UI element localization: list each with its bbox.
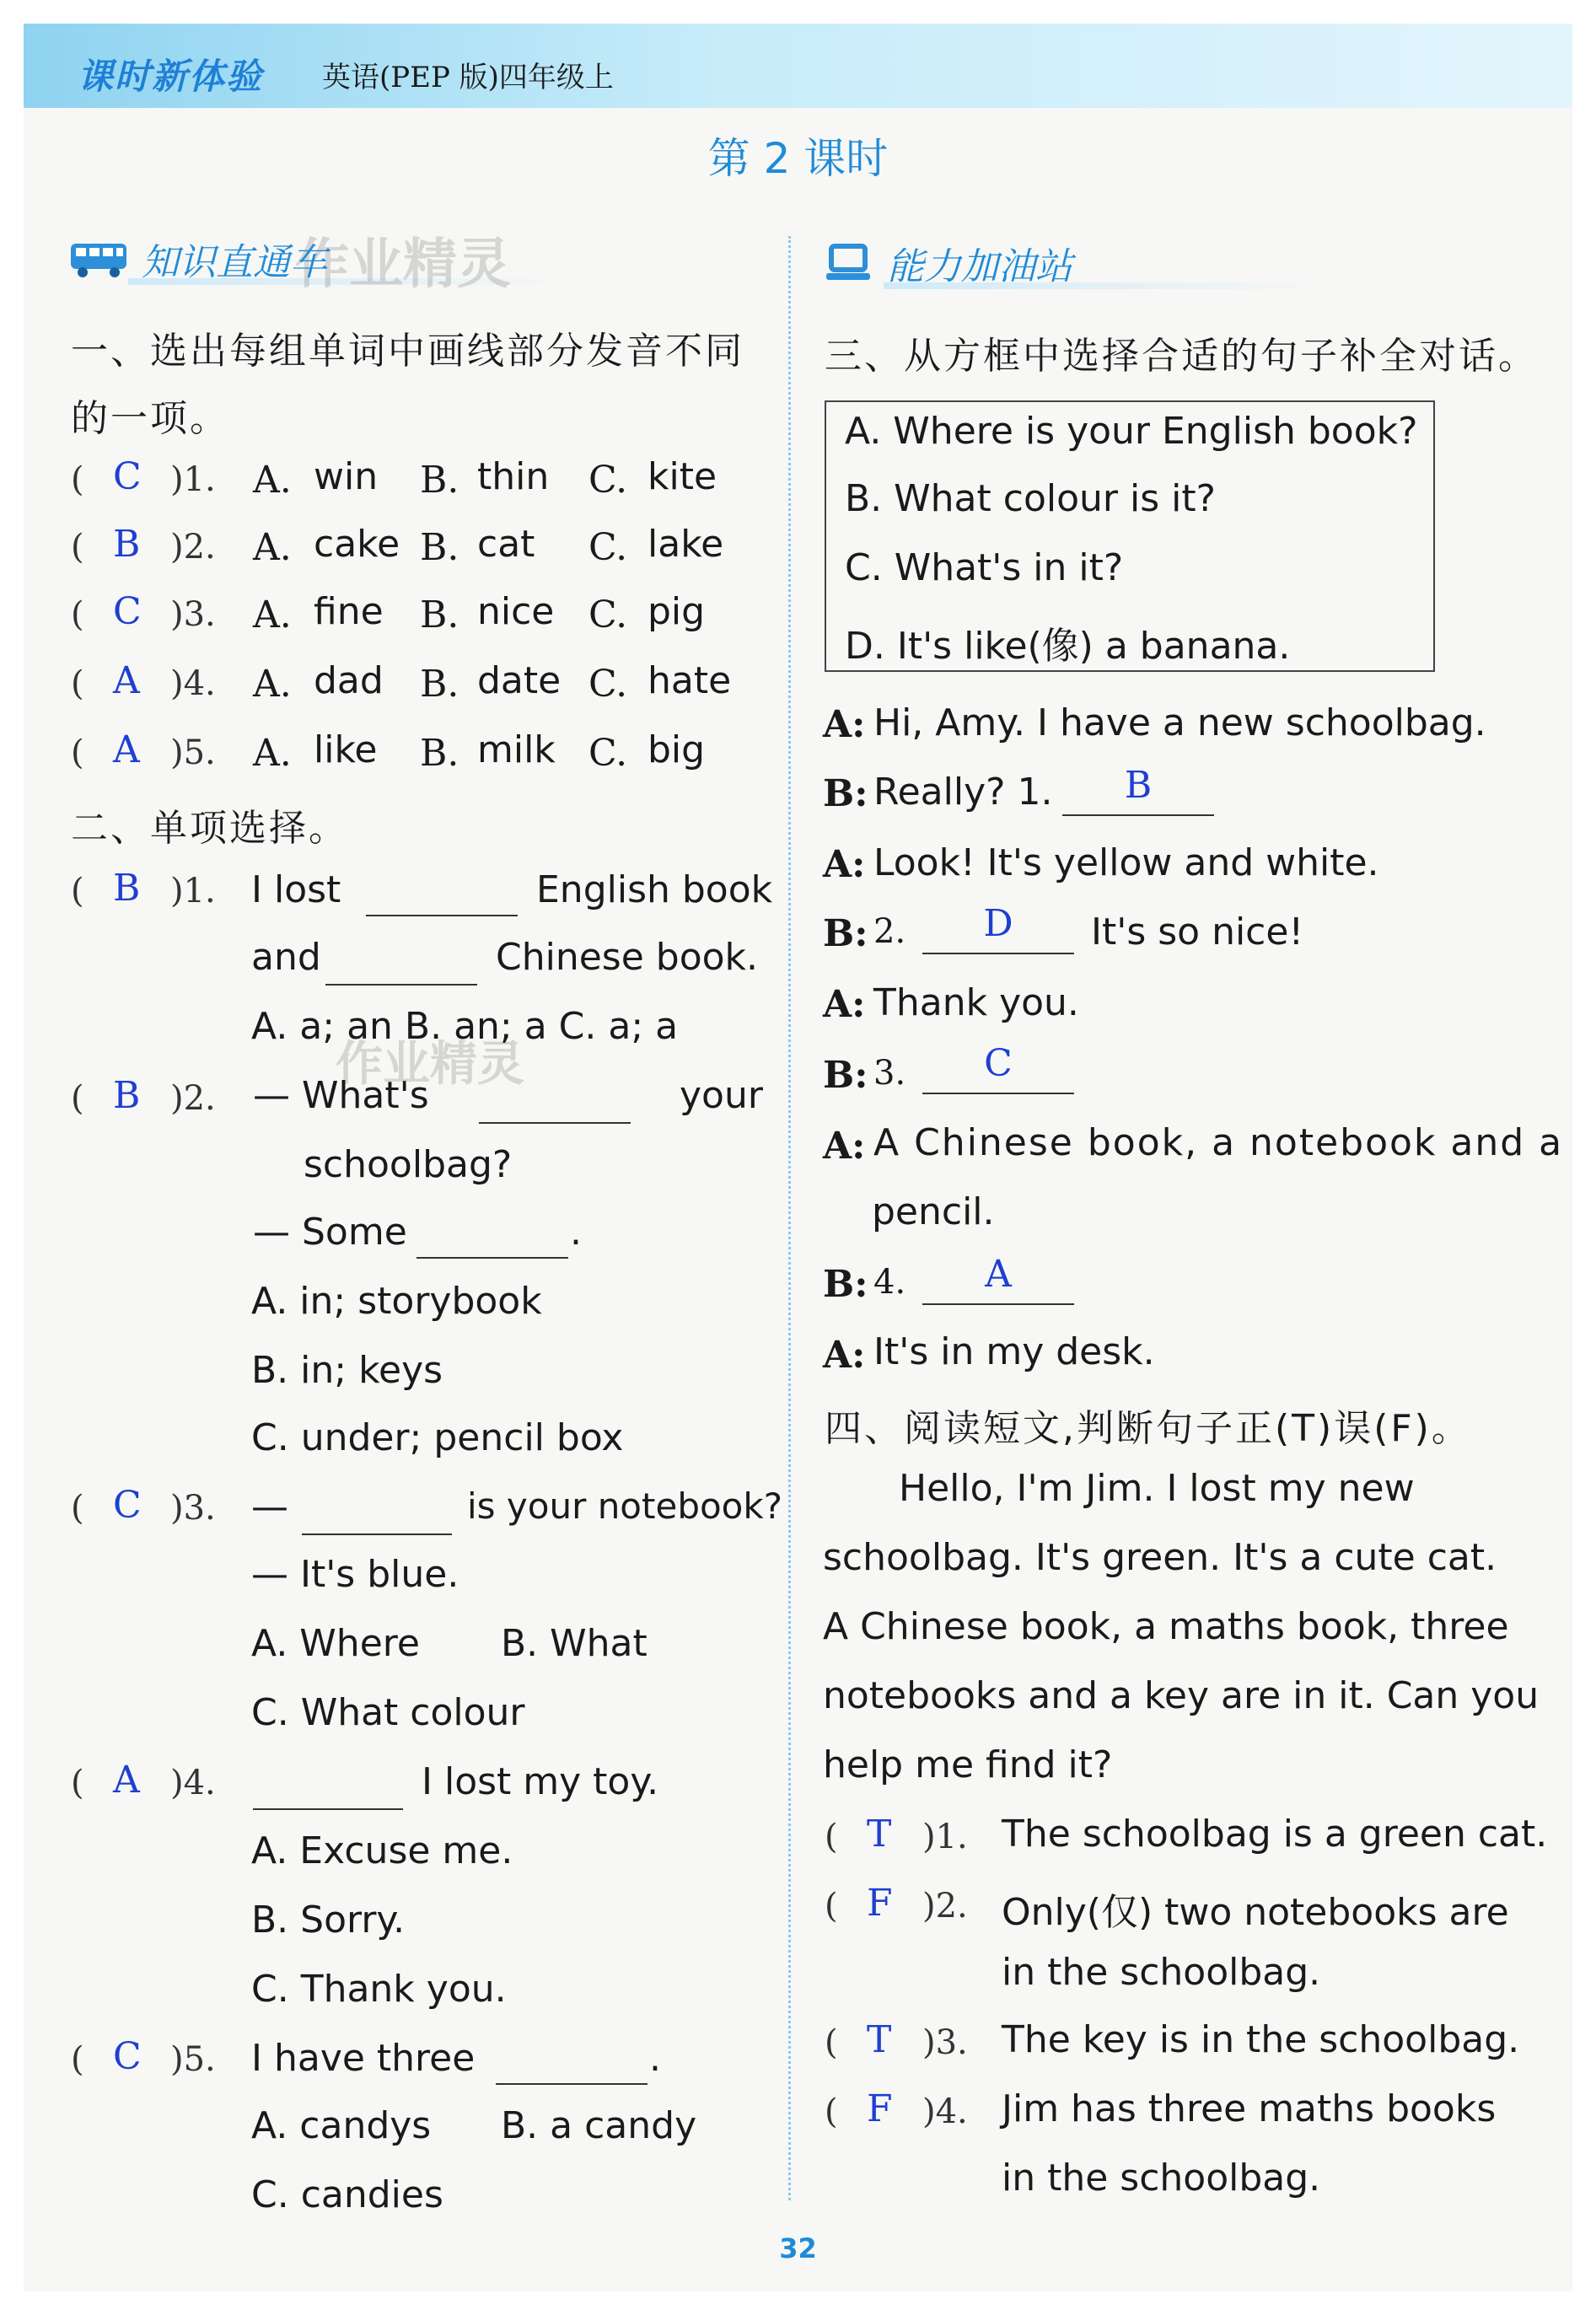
option-b: milk — [477, 728, 556, 771]
option-c: lake — [648, 523, 724, 566]
dialog-line: It's in my desk. — [873, 1330, 1155, 1373]
paren-open: ( — [71, 1764, 84, 1802]
speaker-label: B: — [823, 1054, 868, 1097]
watermark-top: 作业精灵 — [295, 234, 511, 296]
statement-text: The schoolbag is a green cat. — [1002, 1813, 1548, 1856]
speaker-label: B: — [823, 912, 868, 955]
option-c: hate — [648, 659, 732, 702]
paren-open: ( — [825, 2023, 838, 2062]
statement-text: Jim has three maths books — [1002, 2087, 1497, 2130]
right-section-header — [825, 234, 1072, 293]
answer-mark: C — [113, 2035, 142, 2078]
answer-mark: C — [984, 1042, 1013, 1085]
dialog-line: pencil. — [872, 1190, 995, 1233]
answer-mark: A — [113, 728, 140, 771]
option-letter: C. — [588, 663, 628, 706]
question-text: — It's blue. — [251, 1553, 459, 1596]
dialog-line: Hi, Amy. I have a new schoolbag. — [873, 701, 1486, 744]
speaker-label: A: — [823, 1125, 866, 1168]
dialog-line: A Chinese book, a notebook and a — [873, 1121, 1564, 1164]
question-text: English book — [536, 868, 773, 911]
question-text: and — [251, 936, 321, 979]
answer-mark: A — [113, 659, 140, 702]
paren-open: ( — [71, 528, 84, 567]
option-letter: A. — [253, 459, 292, 502]
box-option-d: D. It's like(像) a banana. — [845, 625, 1291, 668]
part4-instruction: 四、阅读短文,判断句子正(T)误(F)。 — [825, 1407, 1471, 1450]
lesson-title: 第 2 课时 — [707, 134, 889, 183]
passage-line: help me find it? — [823, 1743, 1113, 1786]
passage-line: schoolbag. It's green. It's a cute cat. — [823, 1536, 1497, 1579]
answer-mark: B — [113, 867, 141, 910]
dialog-line: Look! It's yellow and white. — [873, 841, 1379, 884]
part2-instruction: 二、单项选择。 — [71, 807, 348, 850]
option-b: date — [477, 659, 562, 702]
question-text: is your notebook? — [467, 1485, 782, 1527]
page-number: 32 — [779, 2232, 817, 2264]
paren-open: ( — [71, 1489, 84, 1528]
option-letter: A. — [253, 663, 292, 706]
passage-line: notebooks and a key are in it. Can you — [823, 1674, 1540, 1717]
answer-mark: B — [113, 523, 141, 566]
option-letter: A. — [253, 732, 292, 775]
answer-blank — [302, 1533, 452, 1535]
dialog-number: 2. — [873, 912, 906, 951]
answer-blank — [366, 914, 518, 916]
answer-blank — [416, 1256, 568, 1259]
question-text: — Some — [253, 1211, 407, 1254]
paren-open: ( — [825, 1818, 838, 1856]
paren-open: ( — [71, 1079, 84, 1118]
passage-line: Hello, I'm Jim. I lost my new — [899, 1467, 1415, 1510]
answer-mark: T — [867, 2018, 892, 2061]
option-letter: B. — [420, 526, 459, 569]
part3-instruction: 三、从方框中选择合适的句子补全对话。 — [825, 335, 1538, 378]
option-letter: C. — [588, 459, 628, 502]
question-text: I lost — [251, 868, 341, 911]
paren-open: ( — [825, 2092, 838, 2131]
paren-open: ( — [71, 872, 84, 910]
option-b: B. a candy — [501, 2104, 697, 2147]
option-letter: B. — [420, 594, 459, 636]
option-b: nice — [477, 590, 555, 633]
item-number: )5. — [170, 2040, 216, 2079]
passage-line: A Chinese book, a maths book, three — [823, 1605, 1509, 1648]
option-letter: A. — [253, 526, 292, 569]
left-section-title: 知识直通车 — [142, 241, 327, 284]
statement-text: in the schoolbag. — [1002, 2157, 1321, 2200]
question-text: I have three — [251, 2037, 476, 2080]
option-a: A. in; storybook — [251, 1280, 542, 1323]
paren-open: ( — [71, 460, 84, 499]
paren-open: ( — [825, 1887, 838, 1926]
box-option-a: A. Where is your English book? — [845, 410, 1418, 453]
option-b: B. in; keys — [251, 1349, 443, 1392]
answer-mark: B — [113, 1074, 141, 1117]
option-a: A. Excuse me. — [251, 1829, 513, 1872]
answer-mark: C — [113, 590, 142, 633]
answer-mark: B — [1124, 764, 1153, 807]
option-letter: B. — [420, 663, 459, 706]
laptop-icon — [825, 243, 875, 283]
option-letter: C. — [588, 732, 628, 775]
dialog-number: 4. — [873, 1263, 906, 1302]
option-letter: A. — [253, 594, 292, 636]
statement-text: Only(仅) two notebooks are — [1002, 1891, 1509, 1934]
answer-line — [1062, 764, 1214, 816]
option-c: big — [648, 728, 706, 771]
dialog-line: It's so nice! — [1091, 910, 1304, 953]
option-a: cake — [314, 523, 400, 566]
answer-mark: F — [867, 1882, 893, 1925]
answer-line — [922, 1253, 1074, 1305]
period: . — [649, 2037, 661, 2080]
answer-line — [922, 902, 1074, 954]
option-letter: B. — [420, 459, 459, 502]
option-letter: C. — [588, 594, 628, 636]
period: . — [570, 1211, 582, 1254]
question-text: — What's — [253, 1074, 429, 1117]
item-number: )3. — [170, 1489, 216, 1528]
question-text: your — [680, 1074, 763, 1117]
item-number: )4. — [170, 1764, 216, 1802]
speaker-label: A: — [823, 703, 866, 746]
dialog-line: Thank you. — [873, 981, 1079, 1024]
subject-label: 英语(PEP 版)四年级上 — [322, 61, 614, 94]
question-text: — — [251, 1485, 288, 1528]
options-line: A. a; an B. an; a C. a; a — [251, 1005, 679, 1048]
dialog-line: Really? 1. — [873, 771, 1053, 814]
item-number: )2. — [170, 528, 216, 567]
answer-blank — [479, 1121, 631, 1124]
option-c: C. Thank you. — [251, 1968, 507, 2011]
option-b: cat — [477, 523, 535, 566]
option-a: A. candys — [251, 2104, 432, 2147]
right-section-title: 能力加油站 — [887, 245, 1072, 288]
option-a: like — [314, 728, 378, 771]
dialog-number: 3. — [873, 1054, 906, 1093]
speaker-label: A: — [823, 843, 866, 886]
statement-text: The key is in the schoolbag. — [1002, 2018, 1520, 2061]
option-b: B. Sorry. — [251, 1899, 406, 1942]
part1-instruction-line2: 的一项。 — [71, 397, 229, 440]
answer-mark: F — [867, 2087, 893, 2130]
bus-icon — [69, 239, 130, 279]
paren-open: ( — [71, 595, 84, 634]
item-number: )5. — [170, 733, 216, 772]
option-a: dad — [314, 659, 384, 702]
option-a: win — [314, 455, 379, 498]
answer-mark: A — [985, 1253, 1012, 1296]
option-c: kite — [648, 455, 717, 498]
question-text: schoolbag? — [304, 1143, 513, 1186]
answer-blank — [496, 2082, 648, 2085]
answer-mark: A — [113, 1759, 140, 1802]
brand-title: 课时新体验 — [78, 56, 264, 97]
item-number: )3. — [170, 595, 216, 634]
option-a: A. Where — [251, 1622, 420, 1665]
paren-open: ( — [71, 733, 84, 772]
option-b: B. What — [501, 1622, 648, 1665]
option-a: fine — [314, 590, 384, 633]
answer-mark: D — [983, 902, 1013, 945]
part1-instruction-line1: 一、选出每组单词中画线部分发音不同 — [71, 330, 744, 373]
speaker-label: B: — [823, 772, 868, 815]
item-number: )1. — [170, 872, 216, 910]
box-option-b: B. What colour is it? — [845, 477, 1216, 520]
option-c: C. What colour — [251, 1691, 525, 1734]
box-option-c: C. What's in it? — [845, 546, 1124, 589]
answer-mark: T — [867, 1813, 892, 1856]
paren-open: ( — [71, 2040, 84, 2079]
question-text: I lost my toy. — [422, 1760, 659, 1803]
answer-mark: C — [113, 1484, 142, 1527]
item-number: )4. — [922, 2092, 968, 2131]
answer-blank — [325, 983, 477, 986]
option-c: pig — [648, 590, 706, 633]
answer-blank — [253, 1807, 403, 1810]
item-number: )1. — [170, 460, 216, 499]
speaker-label: B: — [823, 1263, 868, 1306]
paren-open: ( — [71, 664, 84, 703]
item-number: )4. — [170, 664, 216, 703]
question-text: Chinese book. — [496, 936, 759, 979]
statement-text: in the schoolbag. — [1002, 1951, 1321, 1994]
answer-mark: C — [113, 455, 142, 498]
option-b: thin — [477, 455, 550, 498]
speaker-label: A: — [823, 983, 866, 1026]
item-number: )2. — [922, 1887, 968, 1926]
speaker-label: A: — [823, 1334, 866, 1377]
option-letter: C. — [588, 526, 628, 569]
item-number: )1. — [922, 1818, 968, 1856]
option-c: C. candies — [251, 2173, 443, 2216]
option-letter: B. — [420, 732, 459, 775]
answer-line — [922, 1042, 1074, 1094]
column-divider — [788, 236, 791, 2200]
watermark-middle: 作业精灵 — [336, 1037, 524, 1092]
item-number: )2. — [170, 1079, 216, 1118]
left-section-header — [69, 229, 327, 288]
item-number: )3. — [922, 2023, 968, 2062]
option-c: C. under; pencil box — [251, 1416, 624, 1459]
